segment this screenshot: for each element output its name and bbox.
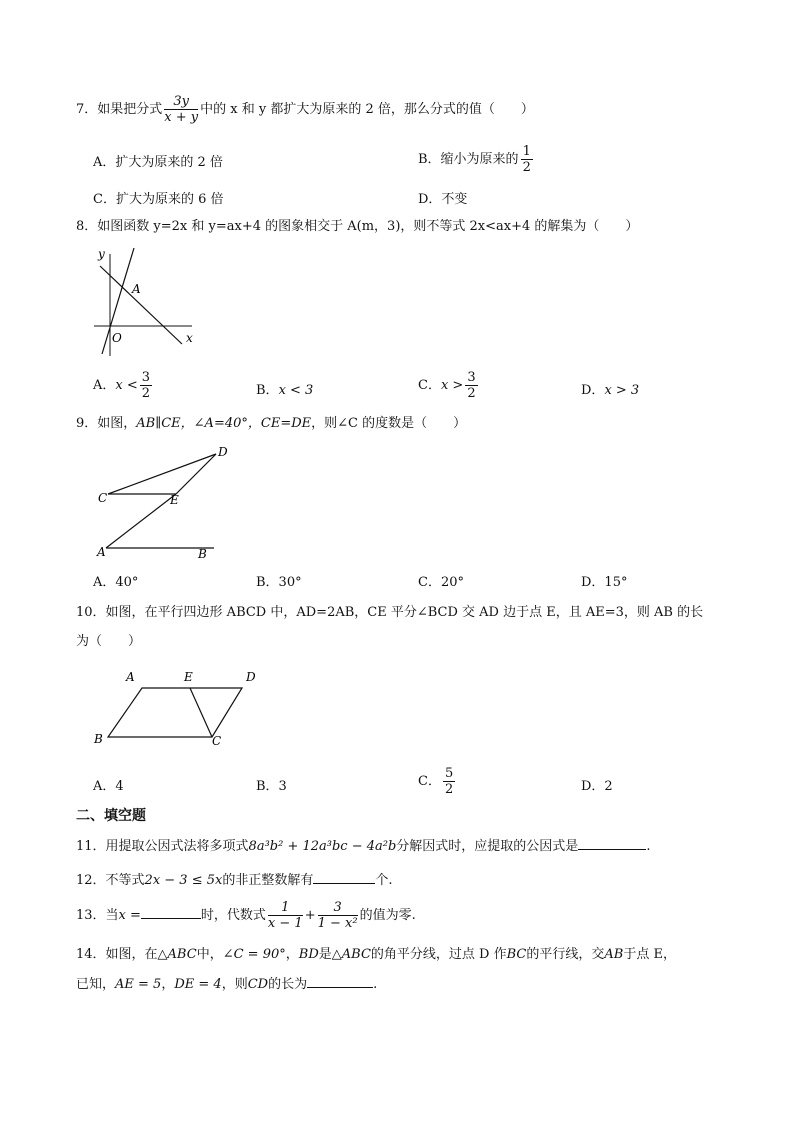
q9-segment-ae <box>106 494 176 548</box>
q8-option-c: C．x > $\frac{3}{2}$ <box>418 370 476 401</box>
q11-polynomial: 8a³b² + 12a³bc − 4a²b <box>248 839 397 854</box>
q11-answer-blank[interactable] <box>578 849 646 850</box>
q9-segment-cd <box>108 454 216 494</box>
q7-stem <box>76 94 534 125</box>
q10-label-c: C <box>212 734 222 748</box>
q12-answer-blank[interactable] <box>313 883 375 884</box>
q8-option-d: D．x > 3 <box>581 383 640 398</box>
q8-label-o: O <box>112 331 122 345</box>
q14-answer-blank[interactable] <box>307 987 373 988</box>
q7-prefix: 7．如果把分式 <box>76 102 163 117</box>
q8-label-x: x <box>186 331 193 345</box>
q13-stem: 13．当x = 时，代数式 $\frac{1}{x - 1}$ + $\frac{3}{\text{1 − x²}}$ 的值为零. <box>76 900 416 931</box>
q9-option-a: A．40° <box>93 575 139 590</box>
q12-inequality: 2x − 3 ≤ 5x <box>144 873 223 888</box>
q8-label-y: y <box>98 247 105 261</box>
q7-option-d: D．不变 <box>418 192 468 207</box>
q12-stem: 12．不等式2x − 3 ≤ 5x的非正整数解有 个. <box>76 873 393 888</box>
q9-condition: AB∥CE，∠A=40°，CE=DE <box>136 416 312 431</box>
q10-parallelogram <box>108 688 242 737</box>
q10-label-d: D <box>246 670 256 684</box>
q10-label-b: B <box>94 732 103 746</box>
q8-option-b: B．x < 3 <box>256 383 314 398</box>
q7-option-a: A．扩大为原来的 2 倍 <box>93 155 223 170</box>
q7-option-b: B．缩小为原来的 $\frac{1}{2}$ <box>418 144 531 175</box>
q8-figure <box>90 244 200 360</box>
q8-stem: 8．如图函数 y=2x 和 y=ax+4 的图象相交于 A(m，3)，则不等式 2x<ax+4 的解集为（ ） <box>76 219 639 234</box>
q9-label-a: A <box>97 545 106 559</box>
q8-option-a: A．x < $\frac{3}{2}$ <box>93 370 151 401</box>
q9-option-c: C．20° <box>418 575 464 590</box>
q8-label-a: A <box>132 282 141 296</box>
q7-option-b-fraction: $\frac{1}{2}$ <box>522 144 531 175</box>
q9-segment-ed <box>176 454 216 494</box>
q10-label-e: E <box>184 670 193 684</box>
q9-label-c: C <box>98 491 108 505</box>
q10-option-c: C． $\frac{5}{2}$ <box>418 766 454 797</box>
q10-segment-ce <box>190 688 212 737</box>
q11-stem: 11．用提取公因式法将多项式8a³b² + 12a³bc − 4a²b分解因式时，应提取的公因式是 . <box>76 839 651 854</box>
q9-stem: 9．如图，AB∥CE，∠A=40°，CE=DE，则∠C 的度数是（ ） <box>76 416 467 431</box>
q10-stem-line2: 为（ ） <box>76 634 142 649</box>
q13-answer-blank[interactable] <box>141 918 201 919</box>
q7-fraction: $\frac{3y}{x + y}$ <box>164 94 199 125</box>
q10-figure <box>90 664 270 750</box>
q9-label-e: E <box>170 493 179 507</box>
q10-option-d: D．2 <box>581 779 613 794</box>
q9-label-d: D <box>218 445 228 459</box>
q10-option-a: A．4 <box>93 779 124 794</box>
q10-option-b: B．3 <box>256 779 287 794</box>
q7-option-c: C．扩大为原来的 6 倍 <box>93 192 224 207</box>
q9-label-b: B <box>198 547 207 561</box>
q9-figure <box>92 440 232 562</box>
q13-fraction-2: $\frac{3}{\text{1 − x²}}$ <box>317 900 358 931</box>
q13-fraction-1: $\frac{1}{x - 1}$ <box>267 900 303 931</box>
q14-stem-line1: 14．如图，在△ABC中，∠C = 90°，BD是△ABC的角平分线，过点 D 作BC的平行线，交AB于点 E， <box>76 947 676 962</box>
q10-label-a: A <box>126 670 135 684</box>
q14-stem-line2: 已知，AE = 5，DE = 4，则CD的长为 . <box>76 977 378 992</box>
q10-stem-line1: 10．如图，在平行四边形 ABCD 中，AD=2AB，CE 平分∠BCD 交 AD 边于点 E，且 AE=3，则 AB 的长 <box>76 605 704 620</box>
q9-option-d: D．15° <box>581 575 628 590</box>
q9-option-b: B．30° <box>256 575 302 590</box>
section-heading: 二、填空题 <box>76 808 146 824</box>
q7-suffix: 中的 x 和 y 都扩大为原来的 2 倍，那么分式的值（ ） <box>200 102 534 117</box>
